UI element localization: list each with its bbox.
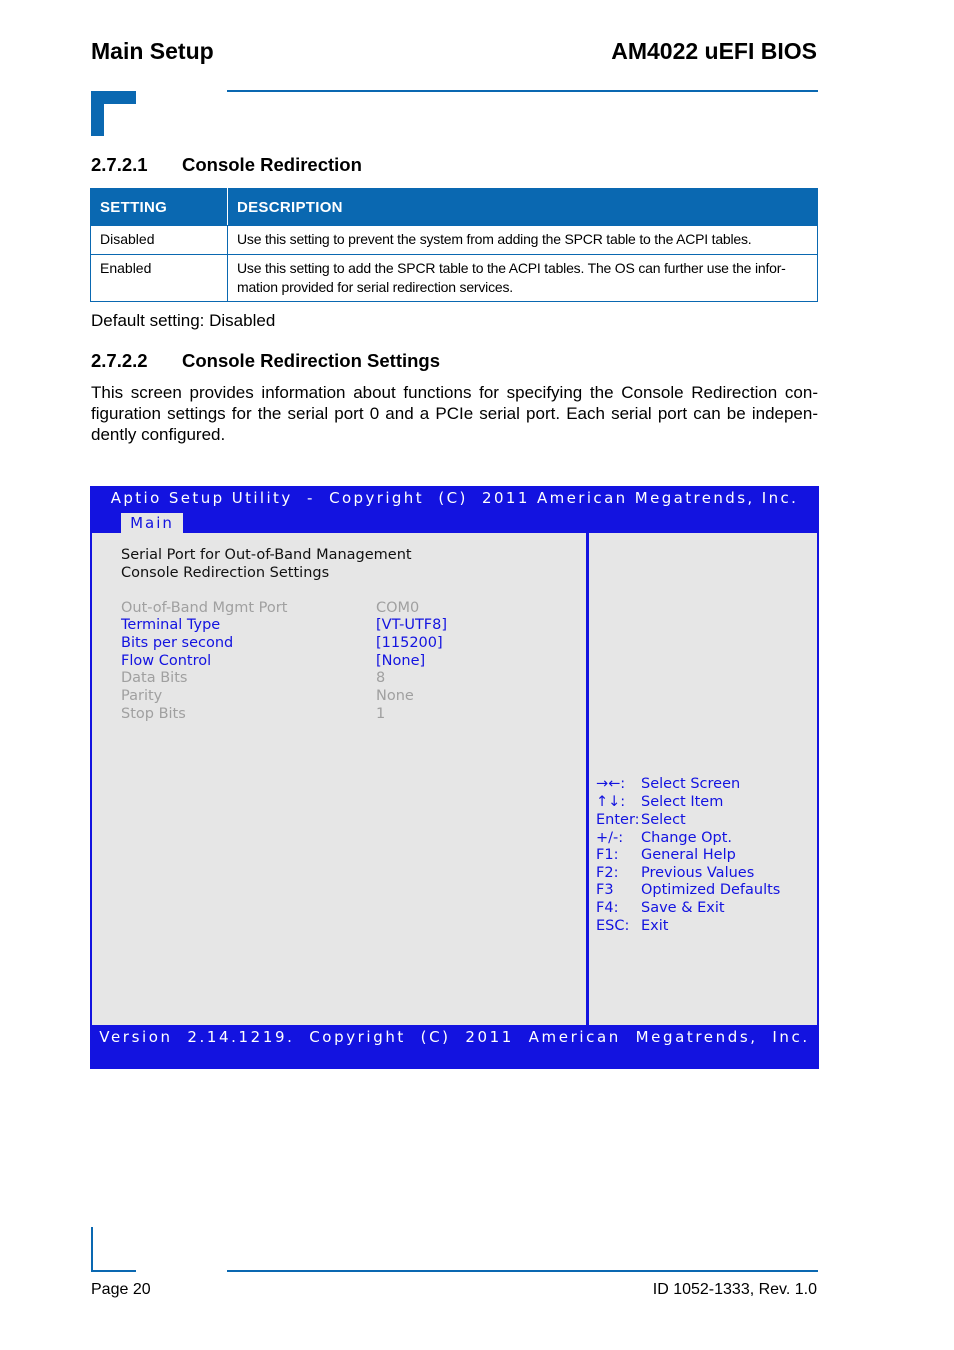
bios-help-key: F1: <box>596 847 619 863</box>
bios-heading-console: Console Redirection Settings <box>121 565 330 581</box>
bios-heading-oob: Serial Port for Out-of-Band Management <box>121 547 412 563</box>
document-id: ID 1052-1333, Rev. 1.0 <box>652 1281 817 1298</box>
bios-tab-main[interactable]: Main <box>121 513 183 533</box>
bios-settings-panel <box>92 533 586 1025</box>
bios-help-key: ESC: <box>596 918 630 934</box>
bios-help-panel <box>589 533 817 1025</box>
table-cell-description <box>228 255 818 302</box>
header-document-title: AM4022 uEFI BIOS <box>611 38 817 64</box>
bios-help-desc: Optimized Defaults <box>641 882 781 898</box>
table-header-row <box>91 189 818 226</box>
section2-number: 2.7.2.2 <box>91 350 148 371</box>
bios-help-key: →←: <box>596 776 626 792</box>
bios-help-key: Enter: <box>596 812 640 828</box>
table-cell-description-line2: mation provided for serial redirection services. <box>237 279 513 295</box>
paragraph-line1: This screen provides information about functions for specifying the Console Redirection con- <box>91 383 818 402</box>
bios-help-desc: Exit <box>641 918 669 934</box>
bios-help-key: F2: <box>596 865 619 881</box>
section2-title: Console Redirection Settings <box>182 350 441 371</box>
bios-item-parity-label: Parity <box>121 688 163 704</box>
table-cell-setting: Enabled <box>91 255 228 302</box>
bios-help-desc: Select Item <box>641 794 724 810</box>
bios-screen <box>90 486 819 1069</box>
bios-item-flow-control-label[interactable]: Flow Control <box>121 653 212 669</box>
bios-item-data-bits-label: Data Bits <box>121 670 188 686</box>
bios-item-stop-bits-label: Stop Bits <box>121 706 186 722</box>
bios-help-key: F4: <box>596 900 619 916</box>
bios-help-key: F3 <box>596 882 614 898</box>
bios-help-key: +/-: <box>596 830 624 846</box>
bios-help-desc: Select <box>641 812 686 828</box>
corner-mark-horizontal <box>91 91 136 104</box>
footer-corner-vertical <box>91 1227 93 1272</box>
bios-help-desc: Save & Exit <box>641 900 725 916</box>
table-row <box>91 255 818 302</box>
bios-version-footer: Version 2.14.1219. Copyright (C) 2011 American Megatrends, Inc. <box>99 1028 810 1046</box>
page-number: Page 20 <box>91 1281 151 1298</box>
table-header-setting: SETTING <box>91 189 228 226</box>
bios-item-bits-per-second-value[interactable]: [115200] <box>376 635 443 651</box>
table-header-description: DESCRIPTION <box>228 189 818 226</box>
intro-paragraph <box>91 382 818 445</box>
paragraph-line2: figuration settings for the serial port 0 and a PCIe serial port. Each serial port can be indepen- <box>91 404 818 423</box>
footer-corner-horizontal <box>91 1270 136 1272</box>
header-rule <box>227 90 818 92</box>
header-section-title: Main Setup <box>91 38 214 64</box>
bios-item-terminal-type-label[interactable]: Terminal Type <box>121 617 221 633</box>
table-cell-description-line1: Use this setting to add the SPCR table to the ACPI tables. The OS can further use the infor- <box>237 260 786 276</box>
section1-title: Console Redirection <box>182 154 362 175</box>
bios-item-parity-value: None <box>376 688 414 704</box>
bios-help-desc: Select Screen <box>641 776 741 792</box>
bios-item-oob-port-value: COM0 <box>376 600 420 616</box>
bios-item-flow-control-value[interactable]: [None] <box>376 653 426 669</box>
bios-item-data-bits-value: 8 <box>376 670 386 686</box>
bios-help-desc: General Help <box>641 847 736 863</box>
default-setting-note: Default setting: Disabled <box>91 311 276 330</box>
bios-title-bar: Aptio Setup Utility - Copyright (C) 2011 American Megatrends, Inc. <box>110 489 799 507</box>
table-cell-description: Use this setting to prevent the system from adding the SPCR table to the ACPI tables. <box>228 226 818 255</box>
settings-table <box>90 188 818 302</box>
bios-help-key: ↑↓: <box>596 794 626 810</box>
bios-item-stop-bits-value: 1 <box>376 706 386 722</box>
bios-item-terminal-type-value[interactable]: [VT-UTF8] <box>376 617 448 633</box>
paragraph-line3: dently configured. <box>91 425 226 444</box>
section1-number: 2.7.2.1 <box>91 154 148 175</box>
bios-help-desc: Previous Values <box>641 865 755 881</box>
table-cell-setting: Disabled <box>91 226 228 255</box>
bios-help-desc: Change Opt. <box>641 830 733 846</box>
footer-rule <box>227 1270 818 1272</box>
bios-item-oob-port-label: Out-of-Band Mgmt Port <box>121 600 288 616</box>
table-row <box>91 226 818 255</box>
bios-item-bits-per-second-label[interactable]: Bits per second <box>121 635 234 651</box>
